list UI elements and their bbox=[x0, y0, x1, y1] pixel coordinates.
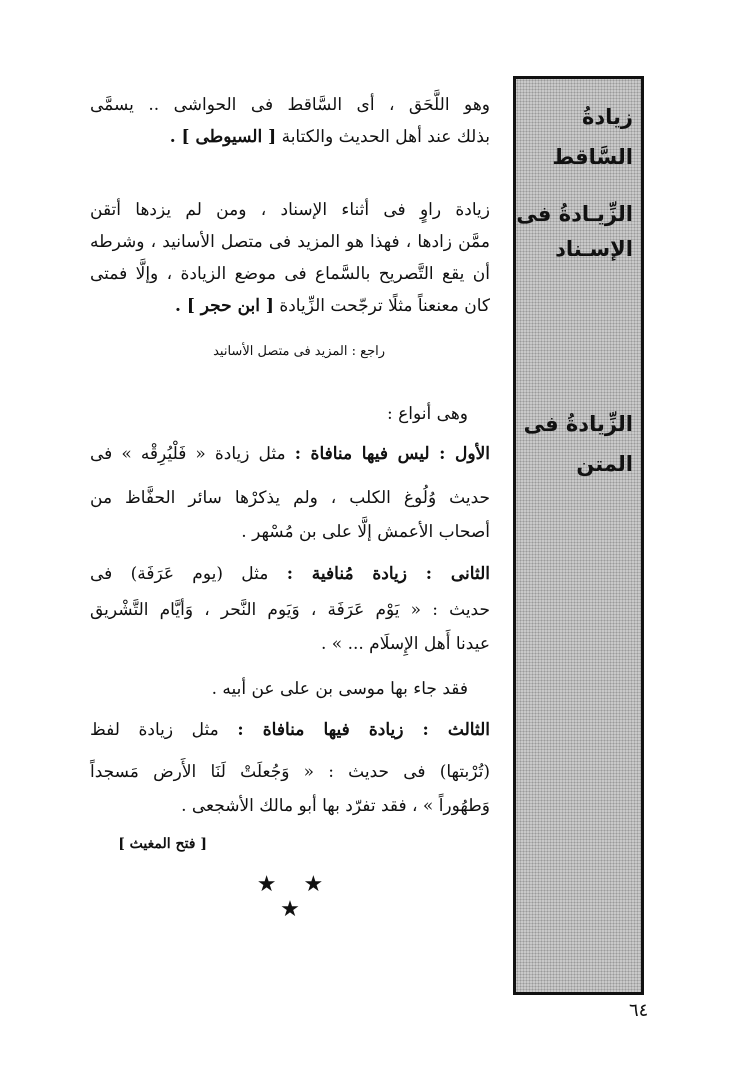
side-title-addition-in-matn: الزِّيادةُ فى المتن bbox=[523, 412, 633, 476]
first-type-line1 bbox=[90, 442, 490, 466]
sec1-line2 bbox=[90, 125, 490, 149]
sec2-line2: ممَّن زادها ، فهذا هو المزيد فى متصل الأسانيد ، وشرطه bbox=[90, 232, 490, 252]
page-number: ٦٤ bbox=[629, 1000, 649, 1021]
second-type-line4: فقد جاء بها موسى بن على عن أبيه . bbox=[211, 679, 468, 699]
second-type-line1 bbox=[90, 562, 490, 586]
side-title-addition-in: الزِّيـادةُ فى bbox=[516, 202, 633, 226]
source-suyuti: [ السيوطى ] . bbox=[169, 127, 277, 147]
sec2-line1: زيادة راوٍ فى أثناء الإسناد ، ومن لم يزدها أتقن bbox=[90, 200, 490, 220]
second-type-line3: عيدنا أَهل الإِسلَام ... » . bbox=[320, 634, 490, 654]
sidebar-panel bbox=[513, 76, 644, 995]
first-type-text: مثل زيادة « فَلْيُرِقْه » فى bbox=[90, 444, 286, 464]
third-type-line3: وَطهُوراً » ، فقد تفرّد بها أبو مالك الأشجعى . bbox=[181, 796, 490, 816]
sec1-line2-text: بذلك عند أهل الحديث والكتابة bbox=[281, 127, 490, 147]
third-type-text: مثل زيادة لفظ bbox=[90, 720, 219, 740]
second-type-text: مثل (يوم عَرَفَة) فى bbox=[90, 564, 269, 584]
sec1-line1: وهو اللَّحَق ، أى السَّاقط فى الحواشى .. يسمَّى bbox=[90, 95, 490, 115]
reference-note: راجع : المزيد فى متصل الأسانيد bbox=[213, 344, 385, 359]
sec2-line3: أن يقع التَّصريح بالسَّماع فى موضع الزيادة ، وإلَّا فمتى bbox=[90, 264, 490, 284]
sec2-line4-text: كان معنعناً مثلًا ترجّحت الزِّيادة bbox=[279, 296, 490, 316]
sec2-line4 bbox=[90, 294, 490, 318]
side-title-isnad: الإسـناد bbox=[555, 237, 633, 261]
source-ibn-hajar: [ ابن حجر ] . bbox=[174, 296, 274, 316]
first-type-line3: أصحاب الأعمش إلَّا على بن مُسْهر . bbox=[241, 522, 490, 542]
second-type-label: الثانى : زيادة مُنافية : bbox=[286, 564, 490, 584]
third-type-label: الثالث : زيادة فيها منافاة : bbox=[237, 720, 491, 740]
types-intro: وهى أنواع : bbox=[387, 404, 468, 424]
third-type-line2: (تُرْبتها) فى حديث : « وَجُعلَتْ لَنَا الأَرض مَسجداً bbox=[90, 762, 490, 782]
third-type-line1 bbox=[90, 718, 490, 742]
section-divider-stars: ★ ★ ★ bbox=[256, 872, 334, 922]
first-type-line2: حديث وُلُوغ الكلب ، ولم يذكرْها سائر الحفَّاظ من bbox=[90, 488, 490, 508]
source-fath-al-mughith: [ فتح المغيث ] bbox=[118, 836, 207, 852]
first-type-label: الأول : ليس فيها منافاة : bbox=[294, 444, 490, 464]
side-title-added-fallen: زيادةُ السَّاقط bbox=[552, 105, 633, 169]
second-type-line2: حديث : « يَوْم عَرَفَة ، وَيَوم النَّحر ، وَأيَّام التَّشْريق bbox=[90, 600, 490, 620]
